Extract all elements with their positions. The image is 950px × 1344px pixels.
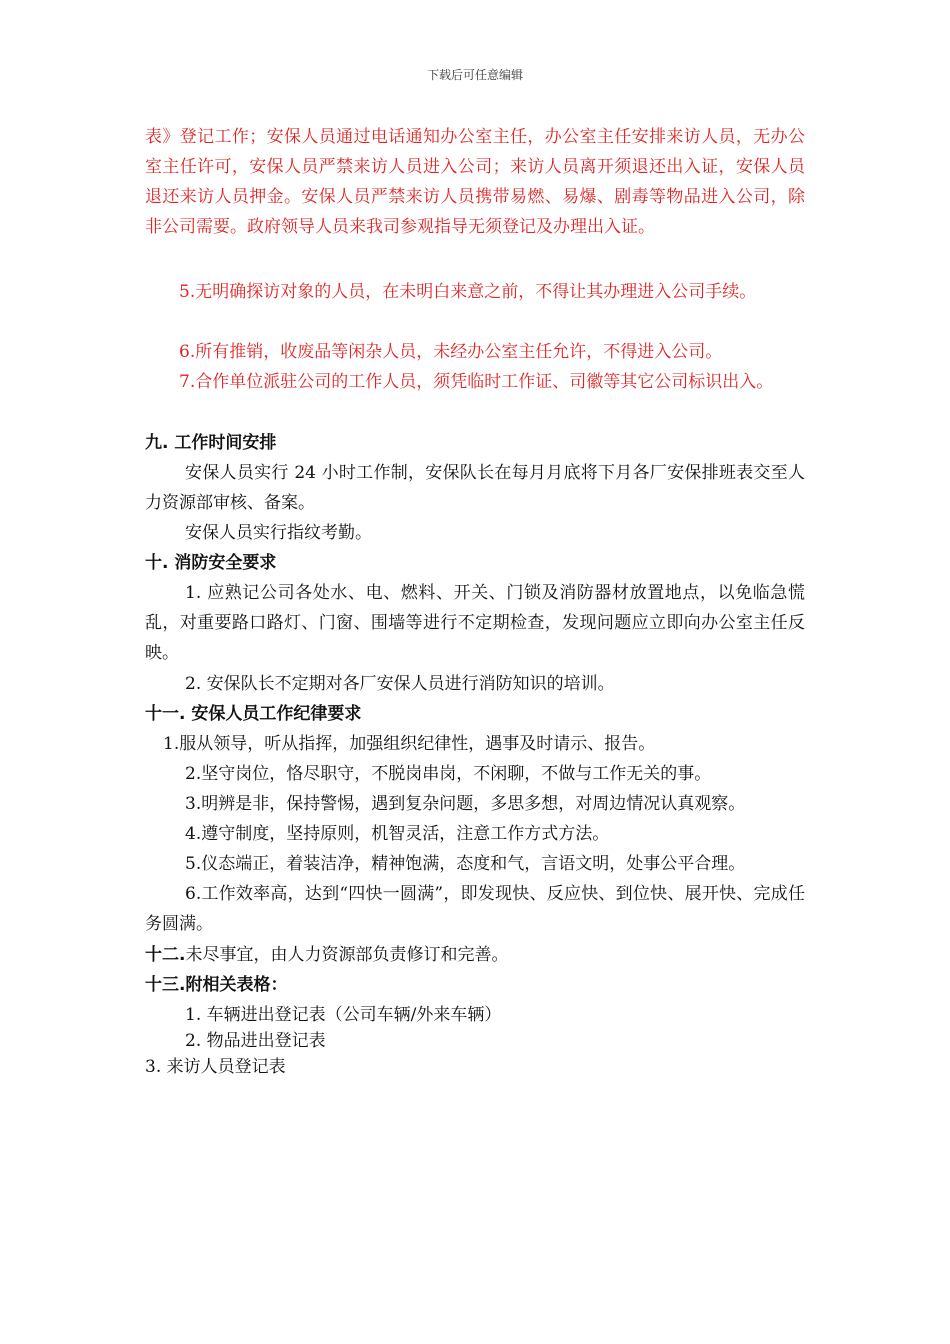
section-heading-13: 十三.附相关表格：: [145, 975, 288, 995]
section-11-item-3: 3.明辨是非，保持警惕，遇到复杂问题，多思多想，对周边情况认真观察。: [185, 794, 746, 814]
section-heading-11: 十一. 安保人员工作纪律要求: [145, 704, 362, 724]
section-9-paragraph-2: 安保人员实行指纹考勤。: [185, 523, 372, 543]
section-11-item-5: 5.仪态端正，着装洁净，精神饱满，态度和气，言语文明，处事公平合理。: [185, 854, 746, 874]
section-9-paragraph-1: 安保人员实行 24 小时工作制，安保队长在每月月底将下月各厂安保排班表交至人力资源部审核、备案。: [145, 463, 805, 513]
section-12-line: [145, 940, 805, 970]
attachment-item-2: 2. 物品进出登记表: [185, 1031, 326, 1051]
section-10-item-2: 2. 安保队长不定期对各厂安保人员进行消防知识的培训。: [185, 674, 615, 694]
section-11-item-2: 2.坚守岗位，恪尽职守，不脱岗串岗，不闲聊，不做与工作无关的事。: [185, 764, 712, 784]
rule-item-7: 7.合作单位派驻公司的工作人员，须凭临时工作证、司徽等其它公司标识出入。: [179, 372, 774, 392]
rule-item-6: 6.所有推销，收废品等闲杂人员，未经办公室主任允许，不得进入公司。: [179, 342, 723, 362]
section-11-item-6: 6.工作效率高，达到“四快一圆满”，即发现快、反应快、到位快、展开快、完成任务圆满。: [145, 884, 805, 934]
paragraph-visitor-registration: 表》登记工作；安保人员通过电话通知办公室主任，办公室主任安排来访人员，无办公室主任许可，安保人员严禁来访人员进入公司；来访人员离开须退还出入证，安保人员退还来访人员押金。安保人员严禁来访人员携带易燃、易爆、剧毒等物品进入公司，除非公司需要。政府领导人员来我司参观指导无须登记及办理出入证。: [145, 127, 805, 237]
section-10-item-1: 1. 应熟记公司各处水、电、燃料、开关、门锁及消防器材放置地点，以免临急慌乱，对重要路口路灯、门窗、围墙等进行不定期检查，发现问题应立即向办公室主任反映。: [145, 583, 805, 663]
section-heading-12: 十二.: [145, 945, 186, 965]
page-header: 下载后可任意编辑: [426, 68, 523, 82]
section-12-text: 未尽事宜，由人力资源部负责修订和完善。: [185, 945, 509, 965]
attachment-item-1: 1. 车辆进出登记表（公司车辆/外来车辆）: [185, 1005, 502, 1025]
attachment-item-3: 3. 来访人员登记表: [145, 1057, 286, 1077]
section-heading-9: 九. 工作时间安排: [145, 433, 277, 453]
rule-item-5: 5.无明确探访对象的人员，在未明白来意之前，不得让其办理进入公司手续。: [179, 282, 757, 302]
section-heading-10: 十. 消防安全要求: [145, 553, 277, 573]
section-11-item-1: 1.服从领导，听从指挥，加强组织纪律性，遇事及时请示、报告。: [163, 734, 656, 754]
section-11-item-4: 4.遵守制度，坚持原则，机智灵活，注意工作方式方法。: [185, 824, 610, 844]
